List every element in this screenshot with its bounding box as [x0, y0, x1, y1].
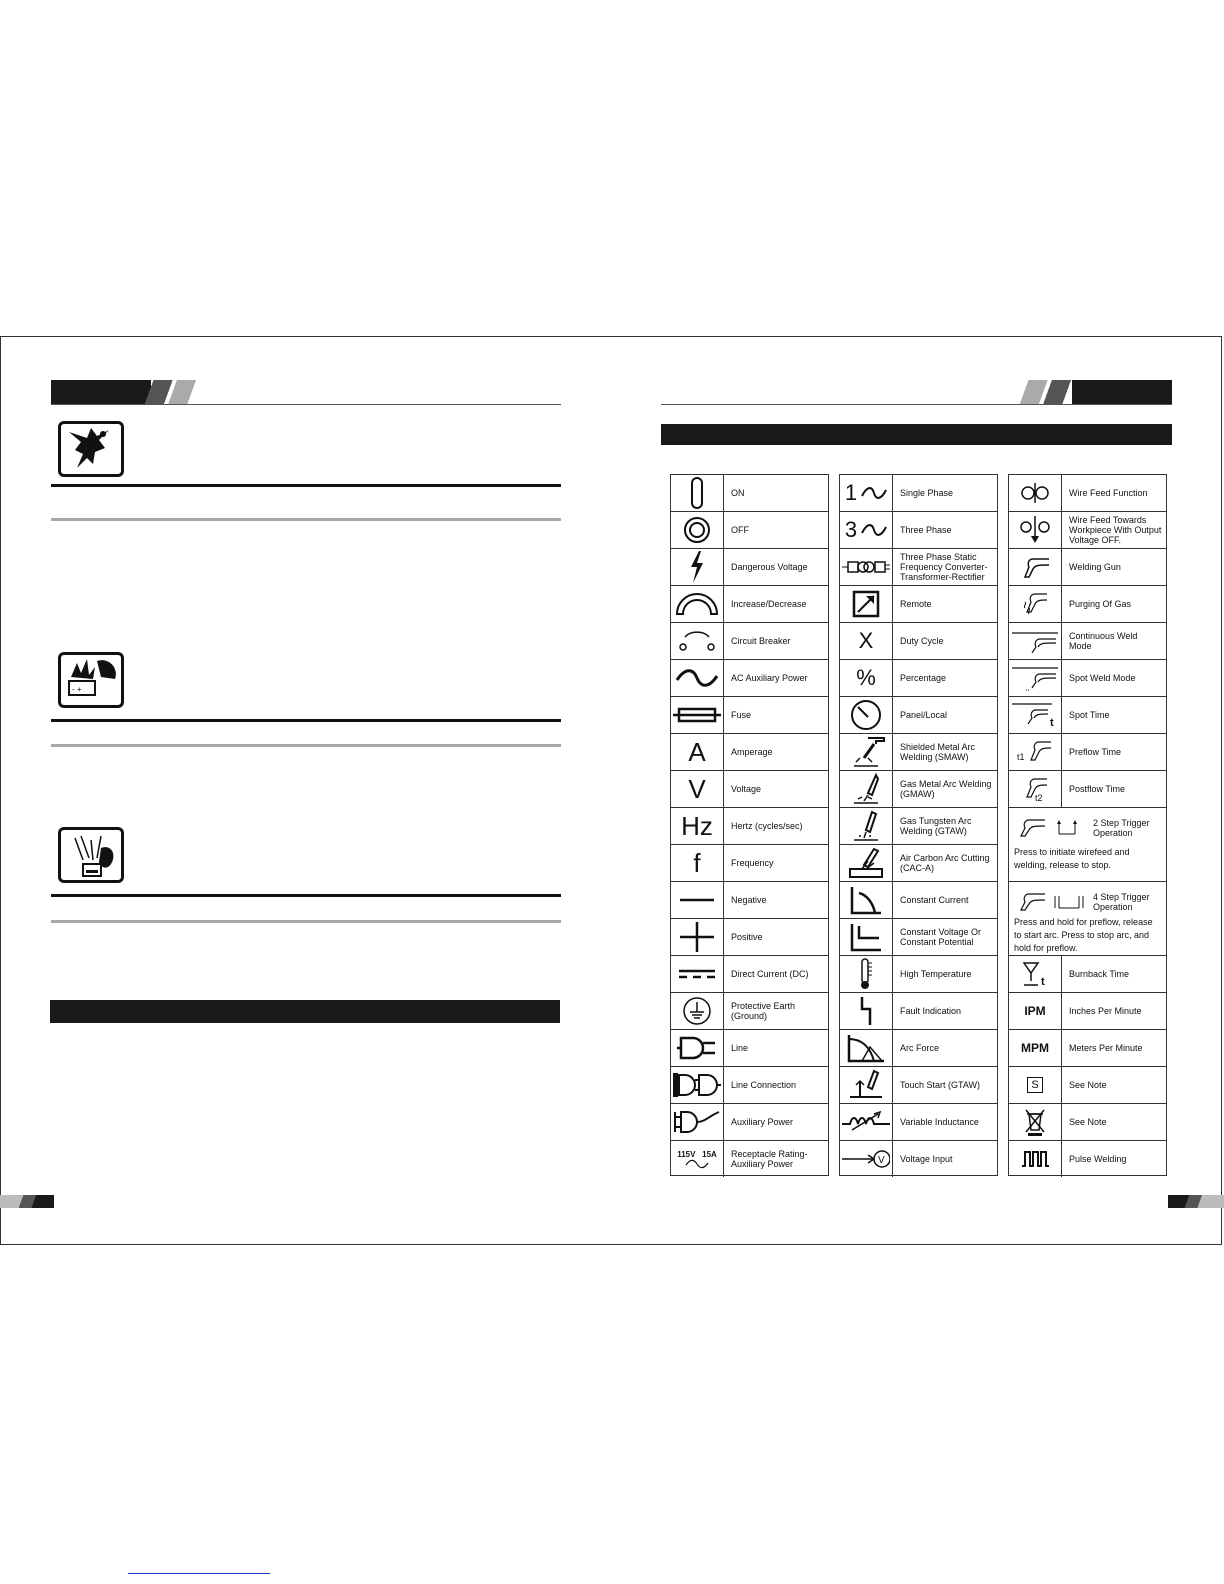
svg-text:t2: t2: [1035, 793, 1043, 803]
symbol-label: Negative: [731, 895, 767, 905]
ac-auxiliary-power-icon: [671, 660, 724, 696]
symbol-row: [840, 1030, 997, 1067]
right-header-bar: [1072, 380, 1172, 404]
spot-time-icon: [1009, 697, 1062, 733]
percentage-icon: %: [840, 660, 893, 696]
symbol-row: [840, 845, 997, 882]
symbol-label: Arc Force: [900, 1043, 940, 1053]
symbol-label: Direct Current (DC): [731, 969, 809, 979]
symbol-row: [840, 549, 997, 586]
symbol-label: Increase/Decrease: [731, 599, 807, 609]
symbol-table-3: [1008, 474, 1167, 1176]
fault-indication-icon: [840, 993, 893, 1029]
symbol-row: [1009, 1030, 1166, 1067]
symbol-label: Gas Metal Arc Welding (GMAW): [900, 779, 992, 799]
single-phase-icon: 1: [840, 475, 893, 511]
trigger-2-step-icon: [1015, 816, 1095, 843]
trigger-2-step-title: 2 Step Trigger Operation: [1093, 818, 1150, 838]
section-rule-gray: [51, 744, 561, 747]
symbol-row: [671, 993, 828, 1030]
symbol-row: [671, 512, 828, 549]
protective-earth-icon: [671, 993, 724, 1029]
symbol-row: [840, 808, 997, 845]
trigger-4-step-icon: [1015, 890, 1095, 917]
moving-parts-warning-icon: [58, 421, 124, 477]
cac-a-icon: [840, 845, 893, 881]
symbol-row: [671, 549, 828, 586]
three-phase-icon: 3: [840, 512, 893, 548]
smaw-icon: [840, 734, 893, 770]
touch-start-icon: [840, 1067, 893, 1103]
section-rule-gray: [51, 920, 561, 923]
symbol-row: [1009, 993, 1166, 1030]
increase-decrease-icon: [671, 586, 724, 622]
symbol-row: [1009, 475, 1166, 512]
right-footer-tab: [1168, 1195, 1224, 1208]
symbol-row: [671, 771, 828, 808]
symbol-label: Constant Voltage Or Constant Potential: [900, 927, 982, 947]
symbol-row: [1009, 1141, 1166, 1177]
voltage-input-icon: [840, 1141, 893, 1177]
amperage-icon: A: [671, 734, 724, 770]
symbol-label: See Note: [1069, 1117, 1107, 1127]
symbol-row: [840, 697, 997, 734]
section-rule: [51, 719, 561, 722]
battery-spray-warning-icon: [58, 827, 124, 883]
mpm-icon: MPM: [1009, 1030, 1062, 1066]
trigger-4-step-title: 4 Step Trigger Operation: [1093, 892, 1150, 912]
symbol-label: Burnback Time: [1069, 969, 1130, 979]
symbol-row: [671, 956, 828, 993]
ipm-icon: IPM: [1009, 993, 1062, 1029]
gtaw-icon: [840, 808, 893, 844]
symbol-label: Panel/Local: [900, 710, 948, 720]
left-footer-tab: [0, 1195, 54, 1208]
symbol-label: Duty Cycle: [900, 636, 944, 646]
symbol-row: [840, 771, 997, 808]
symbol-label: ON: [731, 488, 745, 498]
section-rule: [51, 484, 561, 487]
symbol-row: [840, 1104, 997, 1141]
symbol-label: Line Connection: [731, 1080, 797, 1090]
symbol-label: Variable Inductance: [900, 1117, 979, 1127]
purging-gas-icon: [1009, 586, 1062, 622]
svg-text:t: t: [1050, 717, 1054, 729]
hertz-icon: Hz: [671, 808, 724, 844]
postflow-time-icon: [1009, 771, 1062, 807]
svg-text:V: V: [878, 1155, 885, 1166]
pulse-welding-icon: [1009, 1141, 1062, 1177]
panel-local-icon: [840, 697, 893, 733]
symbol-label: Inches Per Minute: [1069, 1006, 1142, 1016]
symbol-row: [1009, 623, 1166, 660]
symbol-row: [840, 1141, 997, 1177]
symbol-label: Shielded Metal Arc Welding (SMAW): [900, 742, 976, 762]
left-header-bar: [51, 380, 151, 404]
symbol-table-2: [839, 474, 998, 1176]
symbol-row: [1009, 697, 1166, 734]
symbol-label: Meters Per Minute: [1069, 1043, 1143, 1053]
symbol-label: Single Phase: [900, 488, 954, 498]
symbol-label: Pulse Welding: [1069, 1154, 1127, 1164]
symbol-label: Hertz (cycles/sec): [731, 821, 803, 831]
svg-text:t1: t1: [1017, 752, 1025, 762]
symbol-row: [1009, 586, 1166, 623]
symbol-row: [840, 475, 997, 512]
line-connection-icon: [671, 1067, 724, 1103]
left-header-stripe: [145, 380, 205, 404]
trigger-2-step-block: [1009, 808, 1166, 882]
symbol-label: Auxiliary Power: [731, 1117, 794, 1127]
symbol-row: [1009, 660, 1166, 697]
spot-weld-icon: [1009, 660, 1062, 696]
see-note-weee-icon: [1009, 1104, 1062, 1140]
symbol-label: Fuse: [731, 710, 752, 720]
symbol-label: Protective Earth (Ground): [731, 1001, 796, 1021]
remote-icon: [840, 586, 893, 622]
auxiliary-power-icon: [671, 1104, 724, 1140]
symbol-label: Voltage Input: [900, 1154, 953, 1164]
fuse-icon: [671, 697, 724, 733]
symbol-row: [840, 734, 997, 771]
symbol-label: Positive: [731, 932, 763, 942]
trigger-2-step-note: Press to initiate wirefeed and welding, release to stop.: [1014, 847, 1130, 870]
symbol-row: [840, 512, 997, 549]
symbol-row: [840, 882, 997, 919]
circuit-breaker-icon: [671, 623, 724, 659]
symbol-row: [840, 993, 997, 1030]
symbol-label: Wire Feed Towards Workpiece With Output Voltage OFF.: [1069, 515, 1162, 545]
symbol-label: OFF: [731, 525, 749, 535]
symbol-table-1: [670, 474, 829, 1176]
on-icon: [671, 475, 724, 511]
symbol-row: [671, 697, 828, 734]
symbol-row: [1009, 956, 1166, 993]
arc-force-icon: [840, 1030, 893, 1066]
duty-cycle-icon: X: [840, 623, 893, 659]
symbol-label: Wire Feed Function: [1069, 488, 1148, 498]
see-note-s-icon: S: [1009, 1067, 1062, 1103]
symbol-label: Touch Start (GTAW): [900, 1080, 981, 1090]
symbol-label: Line: [731, 1043, 749, 1053]
symbol-row: [671, 919, 828, 956]
symbol-row: [671, 1141, 828, 1177]
symbol-label: Percentage: [900, 673, 947, 683]
receptacle-rating-icon: 115V 15A: [671, 1141, 724, 1177]
symbol-label: Amperage: [731, 747, 773, 757]
symbol-row: [671, 734, 828, 771]
symbol-row: [840, 623, 997, 660]
three-phase-converter-icon: [840, 549, 893, 585]
symbol-row: [671, 1067, 828, 1104]
symbol-row: [671, 845, 828, 882]
symbol-label: Constant Current: [900, 895, 969, 905]
left-section-bar: [50, 1000, 560, 1023]
symbol-label: Spot Weld Mode: [1069, 673, 1136, 683]
continuous-weld-icon: [1009, 623, 1062, 659]
trigger-4-step-block: [1009, 882, 1166, 956]
preflow-time-icon: [1009, 734, 1062, 770]
wire-feed-towards-icon: [1009, 512, 1062, 548]
symbol-row: [671, 586, 828, 623]
variable-inductance-icon: [840, 1104, 893, 1140]
symbol-label: Three Phase: [900, 525, 952, 535]
symbol-row: [840, 956, 997, 993]
welding-gun-icon: [1009, 549, 1062, 585]
symbol-row: [840, 919, 997, 956]
symbol-row: [671, 623, 828, 660]
symbol-label: Purging Of Gas: [1069, 599, 1132, 609]
gmaw-icon: [840, 771, 893, 807]
symbol-row: [671, 1030, 828, 1067]
svg-text:t: t: [1041, 976, 1045, 988]
symbol-label: AC Auxiliary Power: [731, 673, 808, 683]
symbol-label: Dangerous Voltage: [731, 562, 808, 572]
symbol-label: Receptacle Rating- Auxiliary Power: [731, 1149, 808, 1169]
symbol-row: [1009, 734, 1166, 771]
right-section-bar: [661, 424, 1172, 445]
voltage-icon: V: [671, 771, 724, 807]
symbol-label: Air Carbon Arc Cutting (CAC-A): [900, 853, 990, 873]
symbol-label: Three Phase Static Frequency Converter- Transformer-Rectifier: [900, 552, 988, 582]
line-icon: [671, 1030, 724, 1066]
symbol-row: [1009, 1104, 1166, 1141]
negative-icon: [671, 882, 724, 918]
symbol-row: [1009, 512, 1166, 549]
symbol-label: Postflow Time: [1069, 784, 1126, 794]
symbol-row: [840, 660, 997, 697]
direct-current-icon: [671, 956, 724, 992]
symbol-label: Fault Indication: [900, 1006, 962, 1016]
symbol-label: Preflow Time: [1069, 747, 1122, 757]
symbol-row: [671, 808, 828, 845]
frequency-icon: f: [671, 845, 724, 881]
symbol-label: Gas Tungsten Arc Welding (GTAW): [900, 816, 972, 836]
symbol-label: See Note: [1069, 1080, 1107, 1090]
symbol-row: [671, 475, 828, 512]
symbol-label: High Temperature: [900, 969, 972, 979]
section-rule: [51, 894, 561, 897]
bottom-link-underline: [128, 1573, 270, 1574]
symbol-row: [671, 882, 828, 919]
high-temperature-icon: [840, 956, 893, 992]
right-header-stripe: [1020, 380, 1080, 404]
battery-explosion-warning-icon: [58, 652, 124, 708]
symbol-row: [840, 1067, 997, 1104]
burnback-time-icon: [1009, 956, 1062, 992]
symbol-label: Voltage: [731, 784, 762, 794]
constant-current-icon: [840, 882, 893, 918]
symbol-row: [671, 660, 828, 697]
dangerous-voltage-icon: [671, 549, 724, 585]
section-rule-gray: [51, 518, 561, 521]
constant-voltage-icon: [840, 919, 893, 955]
symbol-label: Welding Gun: [1069, 562, 1121, 572]
right-header-rule: [661, 404, 1172, 405]
symbol-label: Remote: [900, 599, 932, 609]
symbol-label: Spot Time: [1069, 710, 1110, 720]
symbol-row: [840, 586, 997, 623]
symbol-row: [1009, 771, 1166, 808]
trigger-4-step-note: Press and hold for preflow, release to start arc. Press to stop arc, and hold for preflow.: [1014, 917, 1153, 953]
left-header-rule: [51, 404, 561, 405]
symbol-label: Circuit Breaker: [731, 636, 791, 646]
symbol-row: [1009, 549, 1166, 586]
symbol-row: [1009, 1067, 1166, 1104]
svg-text:- +: - +: [72, 685, 82, 694]
symbol-label: Frequency: [731, 858, 774, 868]
wire-feed-function-icon: [1009, 475, 1062, 511]
symbol-row: [671, 1104, 828, 1141]
off-icon: [671, 512, 724, 548]
symbol-label: Continuous Weld Mode: [1069, 631, 1138, 651]
positive-icon: [671, 919, 724, 955]
